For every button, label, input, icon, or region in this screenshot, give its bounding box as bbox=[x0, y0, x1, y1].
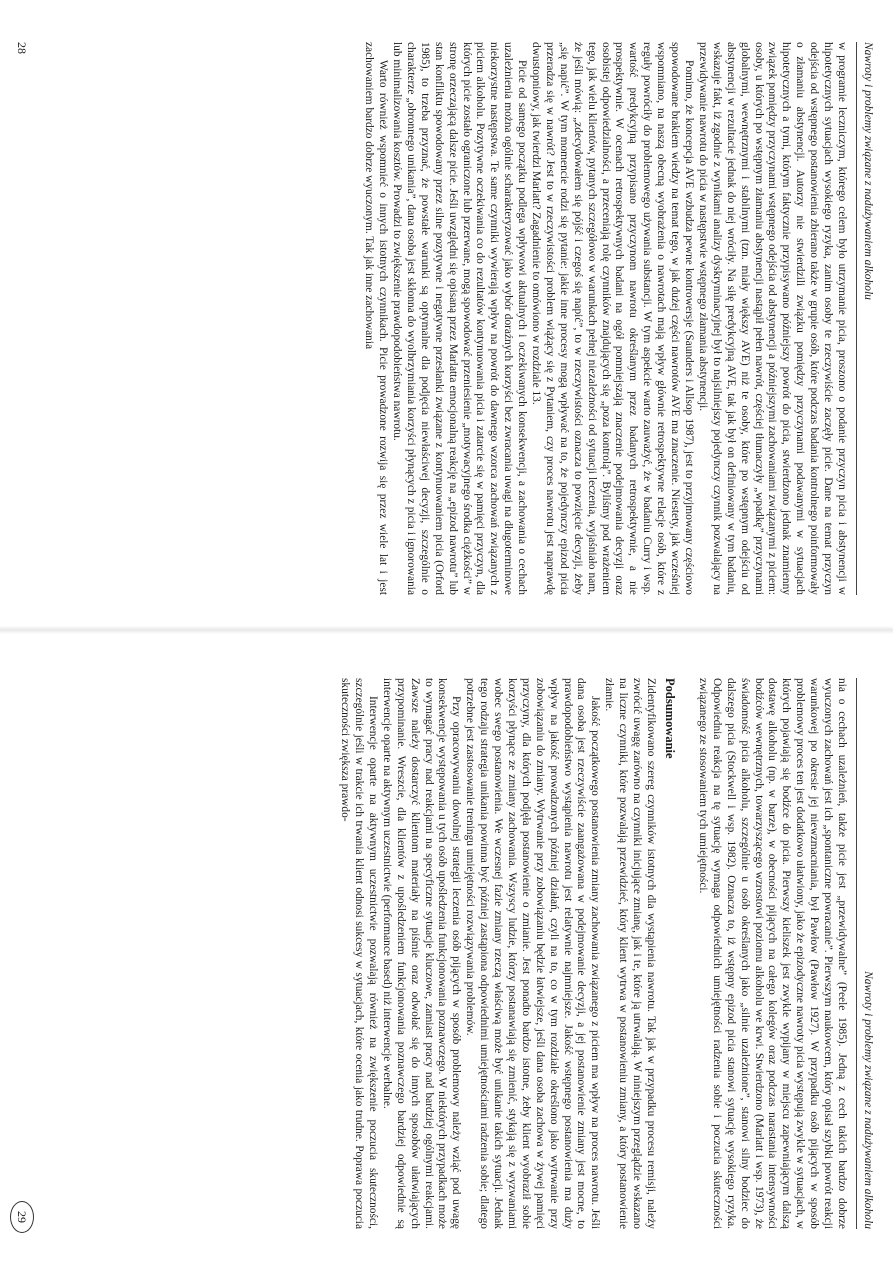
paragraph: Jakość początkowego postanowienia zmiany zachowania związanego z piciem ma wpływ na proces nawrotu. Jeśli dana osoba jest rzeczywiście zaangażowana w podejmowanie decyzji, a jej postanowienie zmiany jest mocne, to prawdopodobieństwo wystąpienia nawrotu jest relatywnie najmniejsze. Jakość wstępnego postanowienia ma duży wpływ na jakość prowadzonych później działań, czyli na to, co w tym rozdziale określono jako wytrwanie przy zobowiązaniu do zmiany. Wytrwanie przy zobowiązaniu będzie łatwiejsze, jeśli dana osoba zachowa w żywej pamięci przyczyny, dla których podjęła postanowienie o zmianie. Jest ponadto bardzo istotne, żeby klient wyobraził sobie korzyści płynące ze zmiany zachowania. Wszyscy ludzie, którzy postanawiają się zmienić, stykają się z wyzwaniami wobec swego postanowienia. We wczesnej fazie zmiany rzeczą właściwą może być unikanie takich sytuacji. Jednak tego rodzaju strategia unikania powinna być później zastąpiona odpowiednimi umiejętnościami radzenia sobie; dlatego potrzebne jest zastosowanie treningu umiejętności rozwiązywania problemów. bbox=[464, 678, 602, 1229]
page-number-right: 29 bbox=[10, 1201, 34, 1233]
paragraph: Warto również wspomnieć o innych istotnych czynnikach. Picie prowadzone rozwija się przez wiele lat i jest zachowaniem bardzo dobrze wyuczonym. Tak jak inne zachowania bbox=[363, 42, 390, 595]
paragraph: Interwencje oparte na aktywnym uczestnictwie pozwalają również na zwiększenie poczucia skuteczności, szczególnie jeśli w trakcie ich trwania klient odnosi sukcesy w sytuacjach, które ocenia jako trudne. Poprawa poczucia skuteczności zwiększa prawdo- bbox=[339, 678, 379, 1229]
paragraph: Zidentyfikowano szereg czynników istotnych dla wystąpienia nawrotu. Tak jak w przypadku procesu remisji, należy zwrócić uwagę zarówno na czynniki inicjujące zmianę, jak i te, które ją utrwalają. W niniejszym przeglądzie wskazano na liczne czynniki, które pozwalają przewidzieć, który klient wytrwa w postanowieniu zmiany, a który postanowienie złamie. bbox=[603, 678, 658, 1229]
paragraph: Pomimo, że koncepcja AVE wzbudza pewne kontrowersje (Saunders i Allsop 1987), jest to przyjmowany częściowo spowodowane brakiem wiedzy na temat tego, w jak dużej części nawrotów AVE ma znaczenie. Niestety, jak wcześniej wspomniano, na naszą obecną wyobrażenia o nawrotach mają wpływ głównie retrospektywne relacje osób, które z reguły powróciły do problemowego używania substancji. W tym aspekcie warto zauważyć, że w badaniu Curry i wsp. wartość predykcyjną przypisano przyczynom nawrotu określanym przez badanych retrospektywnie, a nie prospektywnie. W ocenach retrospektywnych badani na ogół pomniejszają znaczenie podejmowania decyzji oraz osobistej odpowiedzialności, a przeceniają rolę czynników znajdujących się „poza kontrolą”. Byliśmy pod wrażeniem tego, jak wielu klientów, pytanych szczegółowo w warunkach pełnej niezależności od sytuacji leczenia, wyjaśniało nam, że jeśli mówią: „zdecydowałem się pójść i czegoś się napić”, to w rzeczywistości oznacza to powzięcie decyzji, żeby „się napić”. W tym momencie rodzi się pytanie: jakie inne procesy mogą wpływać na to, że pojedynczy epizod picia przeradza się w nawrót? Jest to w rzeczywistości problem wiążący się z Pytaniem, czy proces nawrotu jest naprawdę dwustopniowy, jak twierdzi Marlatt? Zagadnienie to omówiono w rozdziale 13. bbox=[530, 42, 696, 595]
left-page-body bbox=[361, 42, 848, 595]
right-page bbox=[0, 638, 893, 1263]
page-number-left: 28 bbox=[15, 42, 29, 54]
paragraph: w programie leczniczym, którego celem było utrzymanie picia, proszono o podanie przyczyn picia i abstynencji w hipotetycznych sytuacjach wysokiego ryzyka, zanim osoby te rzeczywiście zaczęły picie. Dane na temat przyczyn odejścia od wstępnego postanowienia zbierano także w grupie osób, które podczas badania kontrolnego poinformowały o złamaniu abstynencji. Autorzy nie stwierdzili związku pomiędzy przyczynami podawanymi w sytuacjach hipotetycznych a tymi, którym faktycznie przypisywano późniejszy powrót do picia, stwierdzono jednak znamienny związek pomiędzy przyczynami wstępnego odejścia od abstynencji a późniejszymi zachowaniami związanymi z piciem: osoby, u których po wstępnym złamaniu abstynencji nastąpił pełen nawrót, częściej tłumaczyły „wpadkę” przyczynami globalnymi, wewnętrznymi i stabilnymi (tzn. miały większy AVE) niż te osoby, które po wstępnym odejściu od abstynencji w rezultacie jednak do niej wróciły. Na siłę predykcyjną AVE, tak jak był on definiowany w tym badaniu, wskazuje fakt, iż zgodnie z wynikami analizy dyskryminacyjnej był to najsilniejszy pojedynczy czynnik pozwalający na przewidywanie nawrotu do picia w następstwie wstępnego złamania abstynencji. bbox=[696, 42, 848, 595]
running-head-left: Nawroty i problemy związane z nadużywaniem alkoholu bbox=[856, 42, 875, 595]
running-head-right: Nawroty i problemy związane z nadużywaniem alkoholu bbox=[856, 678, 875, 1229]
book-gutter bbox=[0, 626, 893, 634]
paragraph: Picie od samego początku podlega wpływowi aktualnych i oczekiwanych konsekwencji, a zachowania o cechach uzależnienia można ogólnie scharakteryzować jako wybór doraźnych korzyści bez zwracania uwagi na długoterminowe niekorzystne następstwa. Te same czynniki wywierają wpływ na powrót do dawnego wzorca zachowań związanych z piciem alkoholu. Pozytywne oczekiwania co do rezultatów kontynuowania picia i zatarcie się w pamięci przyczyn, dla których picie zostało ograniczone lub przerwane, mogą spowodować przeniesienie „motywacyjnego środka ciężkości” w stronę orzeczającą dalsze picie. Jeśli uwzględni się opisaną przez Marlatta emocjonalną reakcję na „epizod nawrotu” lub stan konfliktu spowodowany przez silne pozytywne i negatywne przesłanki związane z kontynuowaniem picia (Orford 1985), to trzeba przyznać, że powstałe warunki są optymalne dla podjęcia niewłaściwej decyzji, szczególnie o charakterze „obronnego unikania”, dana osoba jest skłonna do wyolbrzymiania korzyści płynących z picia i ignorowania lub minimalizowania kosztów. Prowadzi to zwiększenie prawdopodobieństwa nawrotu. bbox=[391, 42, 529, 595]
section-heading: Podsumowanie bbox=[663, 678, 678, 759]
paragraph: nia o cechach uzależnień, także picie jest „przewidywalne” (Peele 1985). Jedną z cech takich bardzo dobrze wyuczonych zachowań jest ich „spontaniczne powracanie”. Pierwszym naukowcem, który opisał szybki powrót reakcji warunkowej po okresie jej niewzmacniania, był Pawłow (Pawłow 1927). W przypadku osób pijących w sposób problemowy proces ten jest dodatkowo ułatwiony, jako że epizodyczne nawroty picia występują zwykle w sytuacjach, w których pojawiają się bodźce do picia. Pierwszy kieliszek jest zwykle wypijany w miejscu zapewniającym dalszą dostawę alkoholu (np. w barze), w obecności pijących na całego kolegów oraz podczas narastania intensywności bodźców wewnętrznych, towarzyszącego wzrostowi poziomu alkoholu we krwi. Stwierdzono (Marlatt i wsp. 1973), że świadomość picia alkoholu, szczególnie u osób określanych jako „silnie uzależnione”, stanowi silny bodziec do dalszego picia (Stockwell i wsp. 1982). Oznacza to, iż wstępny epizod picia stanowi sytuację wysokiego ryzyka. Odpowiednia reakcja na tę sytuację wymaga odpowiednich umiejętności radzenia sobie i poczucia skuteczności związanego ze stosowaniem tych umiejętności. bbox=[696, 678, 848, 1229]
paragraph: Przy opracowywaniu dowolnej strategii leczenia osób pijących w sposób problemowy należy wziąć pod uwagę konsekwencje występowania u tych osób upośledzenia funkcjonowania poznawczego. W niektórych przypadkach może to wymagać pracy nad reakcjami na specyficzne sytuacje kluczowe, zamiast pracy nad bardziej ogólnymi reakcjami. Zawsze należy dostarczyć klientom materiały na piśmie oraz odwołać się do innych sposobów ułatwiających przypominanie. Wreszcie, dla klientów z upośledzeniem funkcjonowania poznawczego bardziej odpowiednie są interwencje oparte na aktywnym uczestnictwie (performance based) niż interwencje werbalne. bbox=[380, 678, 463, 1229]
left-page bbox=[0, 0, 893, 625]
right-page-body bbox=[337, 678, 848, 1229]
